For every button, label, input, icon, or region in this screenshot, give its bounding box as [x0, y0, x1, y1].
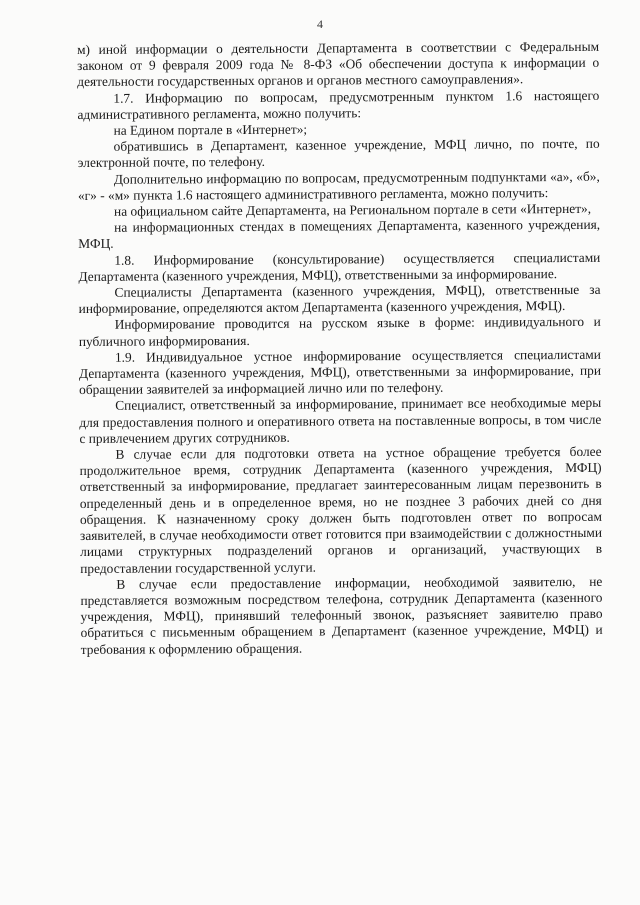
paragraph-longer-time: В случае если для подготовки ответа на устное обращение требуется более продолжительное время, сотрудник Департамента (казенного учреждения, МФЦ) ответственный за информирование, предлагает заинтересованным лицам перезвонить в определенный день и в определенное время, но не позднее 3 рабочих дней со дня обращения. К назначенному сроку должен быть подготовлен ответ по вопросам заявителей, в случае необходимости ответ готовится при взаимодействии с должностными лицами структурных подразделений органов и организаций, участвующих в предоставлении государственной услуги. — [79, 443, 603, 576]
paragraph-specialist-measures: Специалист, ответственный за информирование, принимает все необходимые меры для предоставления полного и оперативного ответа на поставленные вопросы, в том числе с привлечением других сотрудников. — [79, 395, 602, 446]
paragraph-1-8-informing: 1.8. Информирование (консультирование) осуществляется специалистами Департамента (казенного учреждения, МФЦ), ответственными за информирование. — [78, 249, 601, 284]
paragraph-1-7-heading: 1.7. Информацию по вопросам, предусмотренным пунктом 1.6 настоящего административного регламента, можно получить: — [77, 87, 600, 122]
paragraph-official-site: на официальном сайте Департамента, на Региональном портале в сети «Интернет», — [113, 200, 592, 219]
paragraph-specialists: Специалисты Департамента (казенного учреждения, МФЦ), ответственные за информирование, определяются актом Департамента (казенного учреждения, МФЦ). — [78, 281, 601, 317]
paragraph-apply-in-person: обратившись в Департамент, казенное учреждение, МФЦ лично, по почте, по электронной почте, по телефону. — [77, 136, 600, 171]
page-number: 4 — [317, 17, 323, 31]
paragraph-info-stands: на информационных стендах в помещениях Департамента, казенного учреждения, МФЦ. — [78, 217, 601, 252]
paragraph-1m-other-information: м) иной информации о деятельности Департамента в соответствии с Федеральным законом от 9 февраля 2009 года № 8-ФЗ «Об обеспечении доступа к информации о деятельности государственных органов и органов местного самоуправления». — [77, 38, 600, 90]
document-body — [77, 39, 603, 658]
paragraph-single-portal: на Едином портале в «Интернет»; — [113, 121, 308, 138]
paragraph-phone-impossible: В случае если предоставление информации, необходимой заявителю, не представляется возможным посредством телефона, сотрудник Департамента (казенного учреждения, МФЦ), принявший телефонный звонок, разъясняет заявителю право обратиться с письменным обращением в Департамент (казенное учреждение, МФЦ) и требования к оформлению обращения. — [80, 573, 603, 657]
paragraph-russian-language: Информирование проводится на русском языке в форме: индивидуального и публичного информирования. — [78, 314, 601, 349]
paragraph-additionally: Дополнительно информацию по вопросам, предусмотренным подпунктами «а», «б», «г» - «м» пункта 1.6 настоящего административного регламента, можно получить: — [77, 168, 600, 203]
paragraph-1-9-oral-informing: 1.9. Индивидуальное устное информирование осуществляется специалистами Департамента (казенного учреждения, МФЦ), ответственными за информирование, при обращении заявителей за информацией лично или по телефону. — [78, 346, 602, 398]
